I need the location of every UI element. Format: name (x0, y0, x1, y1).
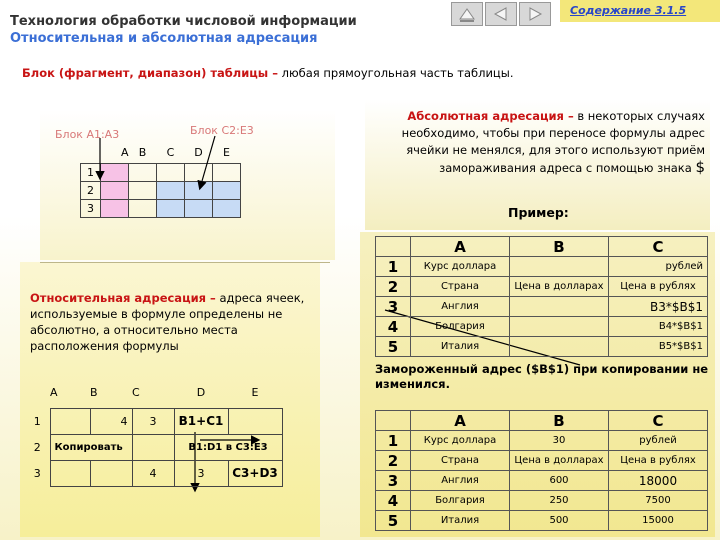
absolute-definition (375, 108, 705, 177)
cell-c: рублей (609, 431, 708, 451)
cell-a: Англия (411, 297, 510, 317)
contents-link[interactable]: Содержание 3.1.5 (570, 4, 687, 17)
relative-definition (30, 290, 320, 354)
cell-b: Цена в долларах (510, 451, 609, 471)
cell-c: 18000 (609, 471, 708, 491)
cell-a: Страна (411, 277, 510, 297)
block-a-label: Блок A1:A3 (55, 128, 120, 141)
cell-b: 30 (510, 431, 609, 451)
relative-term: Относительная адресация – (30, 291, 216, 305)
col-header-c: C (609, 411, 708, 431)
copy-target: B1:D1 в C3:E3 (174, 434, 282, 460)
cell-b (510, 257, 609, 277)
cell-b: 600 (510, 471, 609, 491)
cell-c: 15000 (609, 511, 708, 531)
cell-a: Болгария (411, 491, 510, 511)
cell-b (510, 297, 609, 317)
cell-a: Англия (411, 471, 510, 491)
row-number: 5 (376, 511, 411, 531)
col-header-a: A (411, 237, 510, 257)
cell-a: Страна (411, 451, 510, 471)
copy-label: Копировать (50, 434, 132, 460)
example-table-formulas (375, 236, 708, 357)
cell-b: Цена в долларах (510, 277, 609, 297)
row-header-1: 1 (81, 163, 101, 181)
row-number: 4 (376, 491, 411, 511)
col-header-d: D (196, 386, 206, 400)
cell-b (510, 337, 609, 357)
col-header-a: A (120, 146, 129, 160)
block-c-arrow (200, 136, 215, 188)
cell-a: Италия (411, 337, 510, 357)
corner-cell (376, 411, 411, 431)
cell-c: рублей (609, 257, 708, 277)
row-header-2: 2 (33, 440, 41, 454)
example-label: Пример: (508, 205, 569, 220)
block-term: Блок (фрагмент, диапазон) таблицы – (22, 66, 278, 80)
frozen-note: Замороженный адрес ($B$1) при копировании не изменился. (375, 362, 709, 391)
col-header-c: C (609, 237, 708, 257)
row-number: 5 (376, 337, 411, 357)
cell-a: Курс доллара (411, 257, 510, 277)
cell-c: Цена в рублях (609, 277, 708, 297)
col-header-c: C (132, 386, 140, 400)
cell-a: Италия (411, 511, 510, 531)
cell-c: 7500 (609, 491, 708, 511)
example-table-values (375, 410, 708, 531)
col-header-b: B (510, 411, 609, 431)
row-number: 2 (376, 277, 411, 297)
row-number: 2 (376, 451, 411, 471)
relative-text: адреса ячеек, используемые в формуле определены не абсолютно, а относительно места расположения формулы (30, 291, 305, 353)
cell-c: B5*$B$1 (609, 337, 708, 357)
cell-b1: 4 (90, 408, 132, 434)
cell-a: Болгария (411, 317, 510, 337)
cell-a3 (50, 460, 90, 486)
cell-b: 250 (510, 491, 609, 511)
cell-c: B4*$B$1 (609, 317, 708, 337)
col-header-a: A (50, 386, 58, 400)
cell-a1 (50, 408, 90, 434)
cell-c1: 3 (132, 408, 174, 434)
cell-b: 500 (510, 511, 609, 531)
row-number: 3 (376, 297, 411, 317)
cell-c2 (132, 434, 174, 460)
cell-e1 (228, 408, 282, 434)
col-header-d: D (194, 146, 203, 160)
col-header-b: B (510, 237, 609, 257)
cell-c: Цена в рублях (609, 451, 708, 471)
row-number: 1 (376, 257, 411, 277)
row-header-3: 3 (81, 199, 101, 217)
row-number: 1 (376, 431, 411, 451)
col-header-a: A (411, 411, 510, 431)
row-number: 3 (376, 471, 411, 491)
slide-subtitle: Относительная и абсолютная адресация (10, 31, 318, 46)
cell-d3: 3 (174, 460, 228, 486)
block-text: любая прямоугольная часть таблицы. (277, 66, 514, 80)
row-header-2: 2 (81, 181, 101, 199)
col-header-b: B (138, 146, 147, 160)
block-c-label: Блок C2:E3 (190, 124, 254, 137)
col-header-c: C (166, 146, 175, 160)
absolute-text: в некоторых случаях необходимо, чтобы при переносе формулы адрес ячейки не менялся, для этого используют приём замораживания адреса с помощью знака (401, 109, 705, 175)
corner-cell (376, 237, 411, 257)
cell-b (510, 317, 609, 337)
cell-c3: 4 (132, 460, 174, 486)
corner-cell (25, 378, 50, 408)
col-header-b: B (90, 386, 98, 400)
relative-demo-table (25, 378, 283, 487)
cell-b3 (90, 460, 132, 486)
dollar-sign: $ (695, 158, 705, 176)
cell-a: Курс доллара (411, 431, 510, 451)
row-header-1: 1 (33, 414, 41, 428)
row-header-3: 3 (33, 466, 41, 480)
col-header-e: E (251, 386, 259, 400)
absolute-term: Абсолютная адресация – (407, 109, 574, 123)
cell-d1: B1+C1 (174, 408, 228, 434)
cell-e3: C3+D3 (228, 460, 282, 486)
cell-c: B3*$B$1 (609, 297, 708, 317)
row-number: 4 (376, 317, 411, 337)
col-header-e: E (223, 146, 230, 160)
slide-title: Технология обработки числовой информации (10, 14, 357, 29)
